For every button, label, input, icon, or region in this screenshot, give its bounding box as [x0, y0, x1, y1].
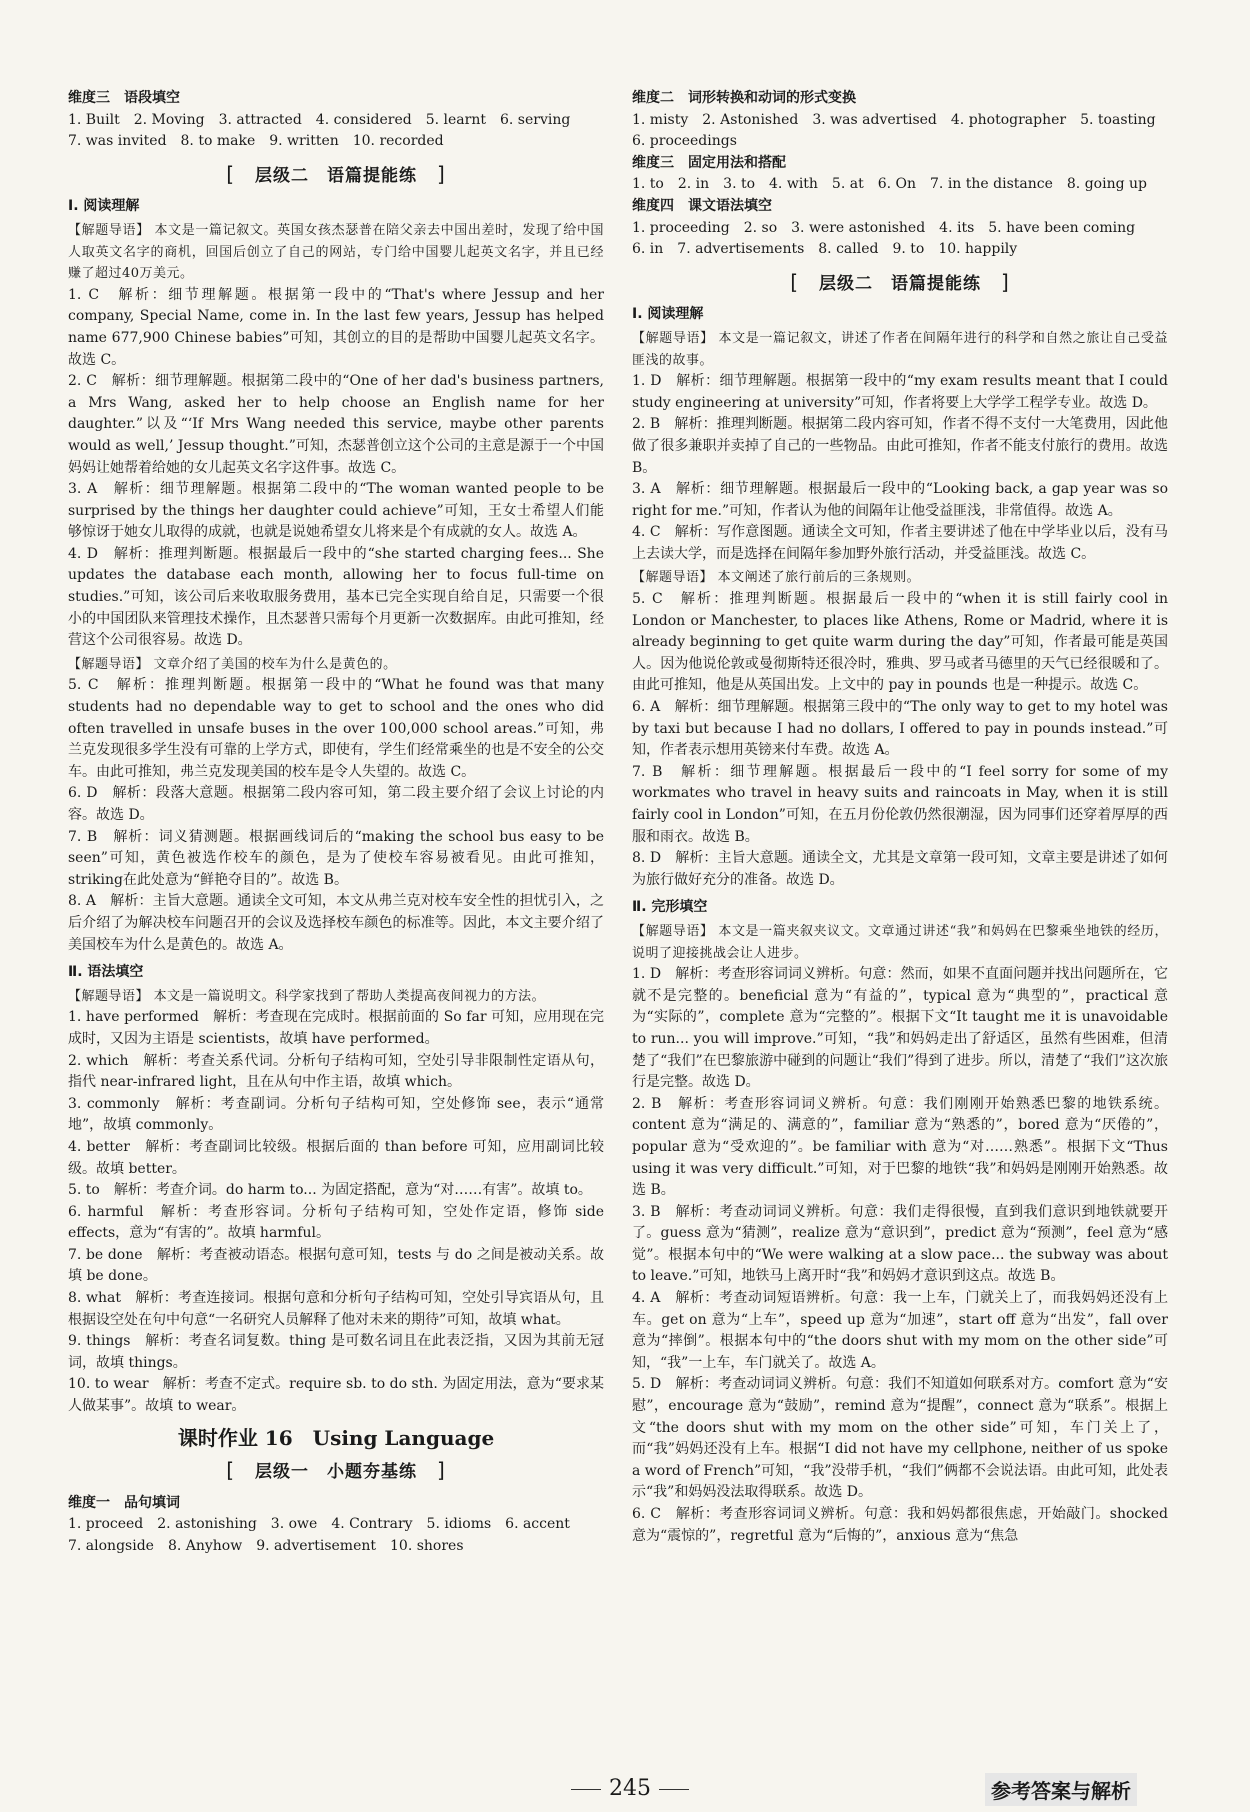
guide-text: 【解题导语】 本文阐述了旅行前后的三条规则。	[632, 570, 921, 586]
level-title: [ 层级一 小题夯基练 ]	[226, 1458, 446, 1483]
answer-item: 5. D 解析：考查动词词义辨析。句意：我们不知道如何联系对方。comfort 意为“安慰”，encourage 意为“鼓励”，remind 意为“提醒”，connect 意为“联系”。根据上文“the doors shut with my mom on the other side”可知，车门关上了，而“我”妈妈还没有上车。根据“I did not have my cellphone, neither of us spoke a word of French”可知，“我”没带手机，“我们”俩都不会说法语。由此可知，此处表示“我”和妈妈没法取得联系。故选 D。	[632, 1376, 1168, 1501]
answer-item: 9. things 解析：考查名词复数。thing 是可数名词且在此表泛指，又因为其前无冠词，故填 things。	[68, 1333, 604, 1371]
lesson-title: 课时作业 16 Using Language	[177, 1425, 495, 1450]
answer-item: 1. D 解析：细节理解题。根据第一段中的“my exam results meant that I could study engineering at university”可知，作者将要上大学学工程学专业。故选 D。	[632, 373, 1168, 411]
answer-item: 7. B 解析：细节理解题。根据最后一段中的“I feel sorry for some of my workmates who travel in heavy suits and raincoats in May, when it is still fairly cool in London”可知，在五月份伦敦仍然很潮湿，因为同事们还穿着厚厚的西服和雨衣。故选 B。	[632, 763, 1168, 845]
answer-item: 1. D 解析：考查形容词词义辨析。句意：然而，如果不直面问题并找出问题所在，它就不是完整的。beneficial 意为“有益的”，typical 意为“典型的”，practical 意为“实际的”，complete 意为“完整的”。根据下文“It taught me it is unavoidable to run... you will improve.”可知，“我”和妈妈走出了舒适区，虽然有些困难，但清楚了“我们”在巴黎旅游中碰到的问题让“我们”得到了进步。所以，清楚了“我们”这次旅行是完整。故选 D。	[632, 966, 1168, 1091]
answer-line: 1. to 2. in 3. to 4. with 5. at 6. On 7. in the distance 8. going up	[632, 176, 1147, 193]
section-heading: Ⅰ. 阅读理解	[632, 306, 704, 323]
answer-line: 7. alongside 8. Anyhow 9. advertisement 10. shores	[68, 1538, 464, 1554]
guide-text: 【解题导语】 本文是一篇夹叙夹议文。文章通过讲述“我”和妈妈在巴黎乘坐地铁的经历，说明了迎接挑战会让人进步。	[632, 923, 1168, 961]
section-heading: 维度一 品句填词	[68, 1494, 180, 1511]
section-heading: 维度二 词形转换和动词的形式变换	[632, 90, 856, 106]
guide-text: 【解题导语】 本文是一篇说明文。科学家找到了帮助人类提高夜间视力的方法。	[68, 988, 546, 1004]
answer-line: 1. proceed 2. astonishing 3. owe 4. Contrary 5. idioms 6. accent	[68, 1516, 570, 1533]
answer-item: 6. C 解析：考查形容词词义辨析。句意：我和妈妈都很焦虑，开始敲门。shocked 意为“震惊的”，regretful 意为“后悔的”，anxious 意为“焦急	[632, 1506, 1168, 1544]
answer-line: 6. in 7. advertisements 8. called 9. to 10. happily	[632, 241, 1018, 258]
section-heading: 维度三 语段填空	[68, 90, 180, 106]
answer-item: 4. better 解析：考查副词比较级。根据后面的 than before 可知，应用副词比较级。故填 better。	[68, 1138, 604, 1177]
answer-item: 5. C 解析：推理判断题。根据最后一段中的“when it is still fairly cool in London or Manchester, to places like Athens, Rome or Madrid, where it is already beginning to get quite warm during the day”可知，作者最可能是英国人。因为他说伦敦或曼彻斯特还很冷时，雅典、罗马或者马德里的天气已经很暖和了。由此可推知，他是从英国出发。上文中的 pay in pounds 也是一种提示。故选 C。	[632, 591, 1168, 694]
section-heading: 维度三 固定用法和搭配	[632, 154, 786, 171]
answer-item: 5. to 解析：考查介词。do harm to... 为固定搭配，意为“对……有害”。故填 to。	[68, 1182, 592, 1199]
section-heading: 维度四 课文语法填空	[632, 197, 772, 214]
answer-item: 2. B 解析：考查形容词词义辨析。句意：我们刚刚开始熟悉巴黎的地铁系统。content 意为“满足的、满意的”，familiar 意为“熟悉的”，bored 意为“厌倦的”，popular 意为“受欢迎的”。be familiar with 意为“对……熟悉”。根据下文“Thus using it was very difficult.”可知，对于巴黎的地铁“我”和妈妈是刚刚开始熟悉。故选 B。	[632, 1095, 1168, 1199]
section-heading: Ⅰ. 阅读理解	[68, 198, 140, 215]
answer-line: 1. proceeding 2. so 3. were astonished 4. its 5. have been coming	[632, 219, 1136, 236]
answer-item: 3. commonly 解析：考查副词。分析句子结构可知，空处修饰 see，表示“通常地”，故填 commonly。	[68, 1095, 604, 1134]
answer-item: 3. A 解析：细节理解题。根据最后一段中的“Looking back, a gap year was so right for me.”可知，作者认为他的间隔年让他受益匪浅，非常值得。故选 A。	[632, 481, 1168, 519]
page-number: 245	[520, 1776, 740, 1801]
level-title: [ 层级二 语篇提能练 ]	[790, 269, 1010, 294]
dash-right	[659, 1789, 689, 1790]
answer-item: 8. D 解析：主旨大意题。通读全文，尤其是文章第一段可知，文章主要是讲述了如何为旅行做好充分的准备。故选 D。	[632, 850, 1168, 888]
guide-text: 【解题导语】 文章介绍了美国的校车为什么是黄色的。	[68, 656, 397, 672]
answer-item: 4. C 解析：写作意图题。通读全文可知，作者主要讲述了他在中学毕业以后，没有马上去读大学，而是选择在间隔年参加野外旅行活动，并受益匪浅。故选 C。	[632, 524, 1168, 562]
answer-item: 4. A 解析：考查动词短语辨析。句意：我一上车，门就关上了，而我妈妈还没有上车。get on 意为“上车”，speed up 意为“加速”，start off 意为“出发”，fall over 意为“摔倒”。根据本句中的“the doors shut with my mom on the other side”可知，“我”一上车，车门就关了。故选 A。	[632, 1290, 1168, 1371]
section-heading: Ⅱ. 语法填空	[68, 964, 144, 981]
answer-item: 1. C 解析：细节理解题。根据第一段中的“That's where Jessup and her company, Special Name, come in. In the last few years, Jessup has helped name 677,900 Chinese babies”可知，其创立的目的是帮助中国婴儿起英文名字。故选 C。	[68, 286, 604, 368]
guide-text: 【解题导语】 本文是一篇记叙文。英国女孩杰瑟普在陪父亲去中国出差时，发现了给中国人取英文名字的商机，回国后创立了自己的网站，专门给中国婴儿起英文名字，并且已经赚了超过40万美元。	[68, 222, 604, 282]
dash-left	[571, 1789, 601, 1790]
answer-item: 6. D 解析：段落大意题。根据第二段内容可知，第二段主要介绍了会议上讨论的内容。故选 D。	[68, 785, 604, 823]
section-heading: Ⅱ. 完形填空	[632, 899, 708, 916]
answer-item: 7. B 解析：词义猜测题。根据画线词后的“making the school bus easy to be seen”可知，黄色被选作校车的颜色，是为了使校车容易被看见。由此可推知，striking在此处意为“鲜艳夺目的”。故选 B。	[68, 828, 604, 888]
answer-item: 5. C 解析：推理判断题。根据第一段中的“What he found was that many students had no dependable way to get to school and the ones who did often travelled in unsafe buses in the over 100,000 school areas.”可知，弗兰克发现很多学生没有可靠的上学方式，即使有，学生们经常乘坐的也是不安全的公交车。由此可推知，弗兰克发现美国的校车是令人失望的。故选 C。	[68, 677, 604, 780]
guide-text: 【解题导语】 本文是一篇记叙文，讲述了作者在间隔年进行的科学和自然之旅让自己受益匪浅的故事。	[632, 330, 1168, 368]
answer-line: 7. was invited 8. to make 9. written 10. recorded	[68, 133, 444, 150]
answer-item: 3. B 解析：考查动词词义辨析。句意：我们走得很慢，直到我们意识到地铁就要开了。guess 意为“猜测”，realize 意为“意识到”，predict 意为“预测”，feel 意为“感觉”。根据本句中的“We were walking at a slow pace... the subway was about to leave.”可知，地铁马上离开时“我”和妈妈才意识到这点。故选 B。	[632, 1203, 1168, 1285]
answer-item: 2. which 解析：考查关系代词。分析句子结构可知，空处引导非限制性定语从句，指代 near-infrared light，且在从句中作主语，故填 which。	[68, 1052, 604, 1091]
answer-item: 8. A 解析：主旨大意题。通读全文可知，本文从弗兰克对校车安全性的担忧引入，之后介绍了为解决校车问题召开的会议及选择校车颜色的标准等。因此，本文主要介绍了美国校车为什么是黄色的。故选 A。	[68, 893, 604, 953]
answer-item: 3. A 解析：细节理解题。根据第二段中的“The woman wanted people to be surprised by the things her daughter could achieve”可知，王女士希望人们能够惊讶于她女儿取得的成就，也就是说她希望女儿将来是个有成就的女人。故选 A。	[68, 481, 604, 541]
answer-item: 7. be done 解析：考查被动语态。根据句意可知，tests 与 do 之间是被动关系。故填 be done。	[68, 1246, 604, 1285]
section-label: 参考答案与解析	[985, 1773, 1137, 1806]
right-column	[632, 88, 1168, 1720]
answer-line: 1. Built 2. Moving 3. attracted 4. considered 5. learnt 6. serving	[68, 111, 571, 128]
answer-item: 6. harmful 解析：考查形容词。分析句子结构可知，空处作定语，修饰 side effects，意为“有害的”。故填 harmful。	[68, 1203, 604, 1242]
answer-line: 6. proceedings	[632, 133, 737, 150]
left-column	[68, 88, 604, 1720]
answer-item: 2. C 解析：细节理解题。根据第二段中的“One of her dad's business partners, a Mrs Wang, asked her to help choose an English name for her daughter.”以及“‘If Mrs Wang needed this service, maybe other parents would as well,’ Jessup thought.”可知，杰瑟普创立这个公司的主意是源于一个中国妈妈让她帮着给她的女儿起英文名字这件事。故选 C。	[68, 373, 604, 476]
answer-item: 6. A 解析：细节理解题。根据第三段中的“The only way to get to my hotel was by taxi but because I had no dollars, I offered to pay in pounds instead.”可知，作者表示想用英镑来付车费。故选 A。	[632, 699, 1168, 759]
answer-item: 1. have performed 解析：考查现在完成时。根据前面的 So far 可知，应用现在完成时，又因为主语是 scientists，故填 have performed。	[68, 1009, 604, 1047]
answer-line: 1. misty 2. Astonished 3. was advertised 4. photographer 5. toasting	[632, 111, 1156, 128]
answer-item: 4. D 解析：推理判断题。根据最后一段中的“she started charging fees... She updates the database each month, allowing her to focus full-time on studies.”可知，该公司后来收取服务费用，基本已完全实现自给自足，只需要一个很小的中国团队来管理技术操作，且杰瑟普只需每个月更新一次数据库。由此可推知，经营这个公司很容易。故选 D。	[68, 545, 604, 649]
answer-item: 2. B 解析：推理判断题。根据第二段内容可知，作者不得不支付一大笔费用，因此他做了很多兼职并卖掉了自己的一些物品。由此可推知，作者不能支付旅行的费用。故选 B。	[632, 416, 1168, 476]
answer-item: 10. to wear 解析：考查不定式。require sb. to do sth. 为固定用法，意为“要求某人做某事”。故填 to wear。	[68, 1376, 604, 1415]
level-title: [ 层级二 语篇提能练 ]	[226, 161, 446, 186]
answer-item: 8. what 解析：考查连接词。根据句意和分析句子结构可知，空处引导宾语从句，且根据设空处在句中句意“一名研究人员解释了他对未来的期待”可知，故填 what。	[68, 1290, 604, 1328]
